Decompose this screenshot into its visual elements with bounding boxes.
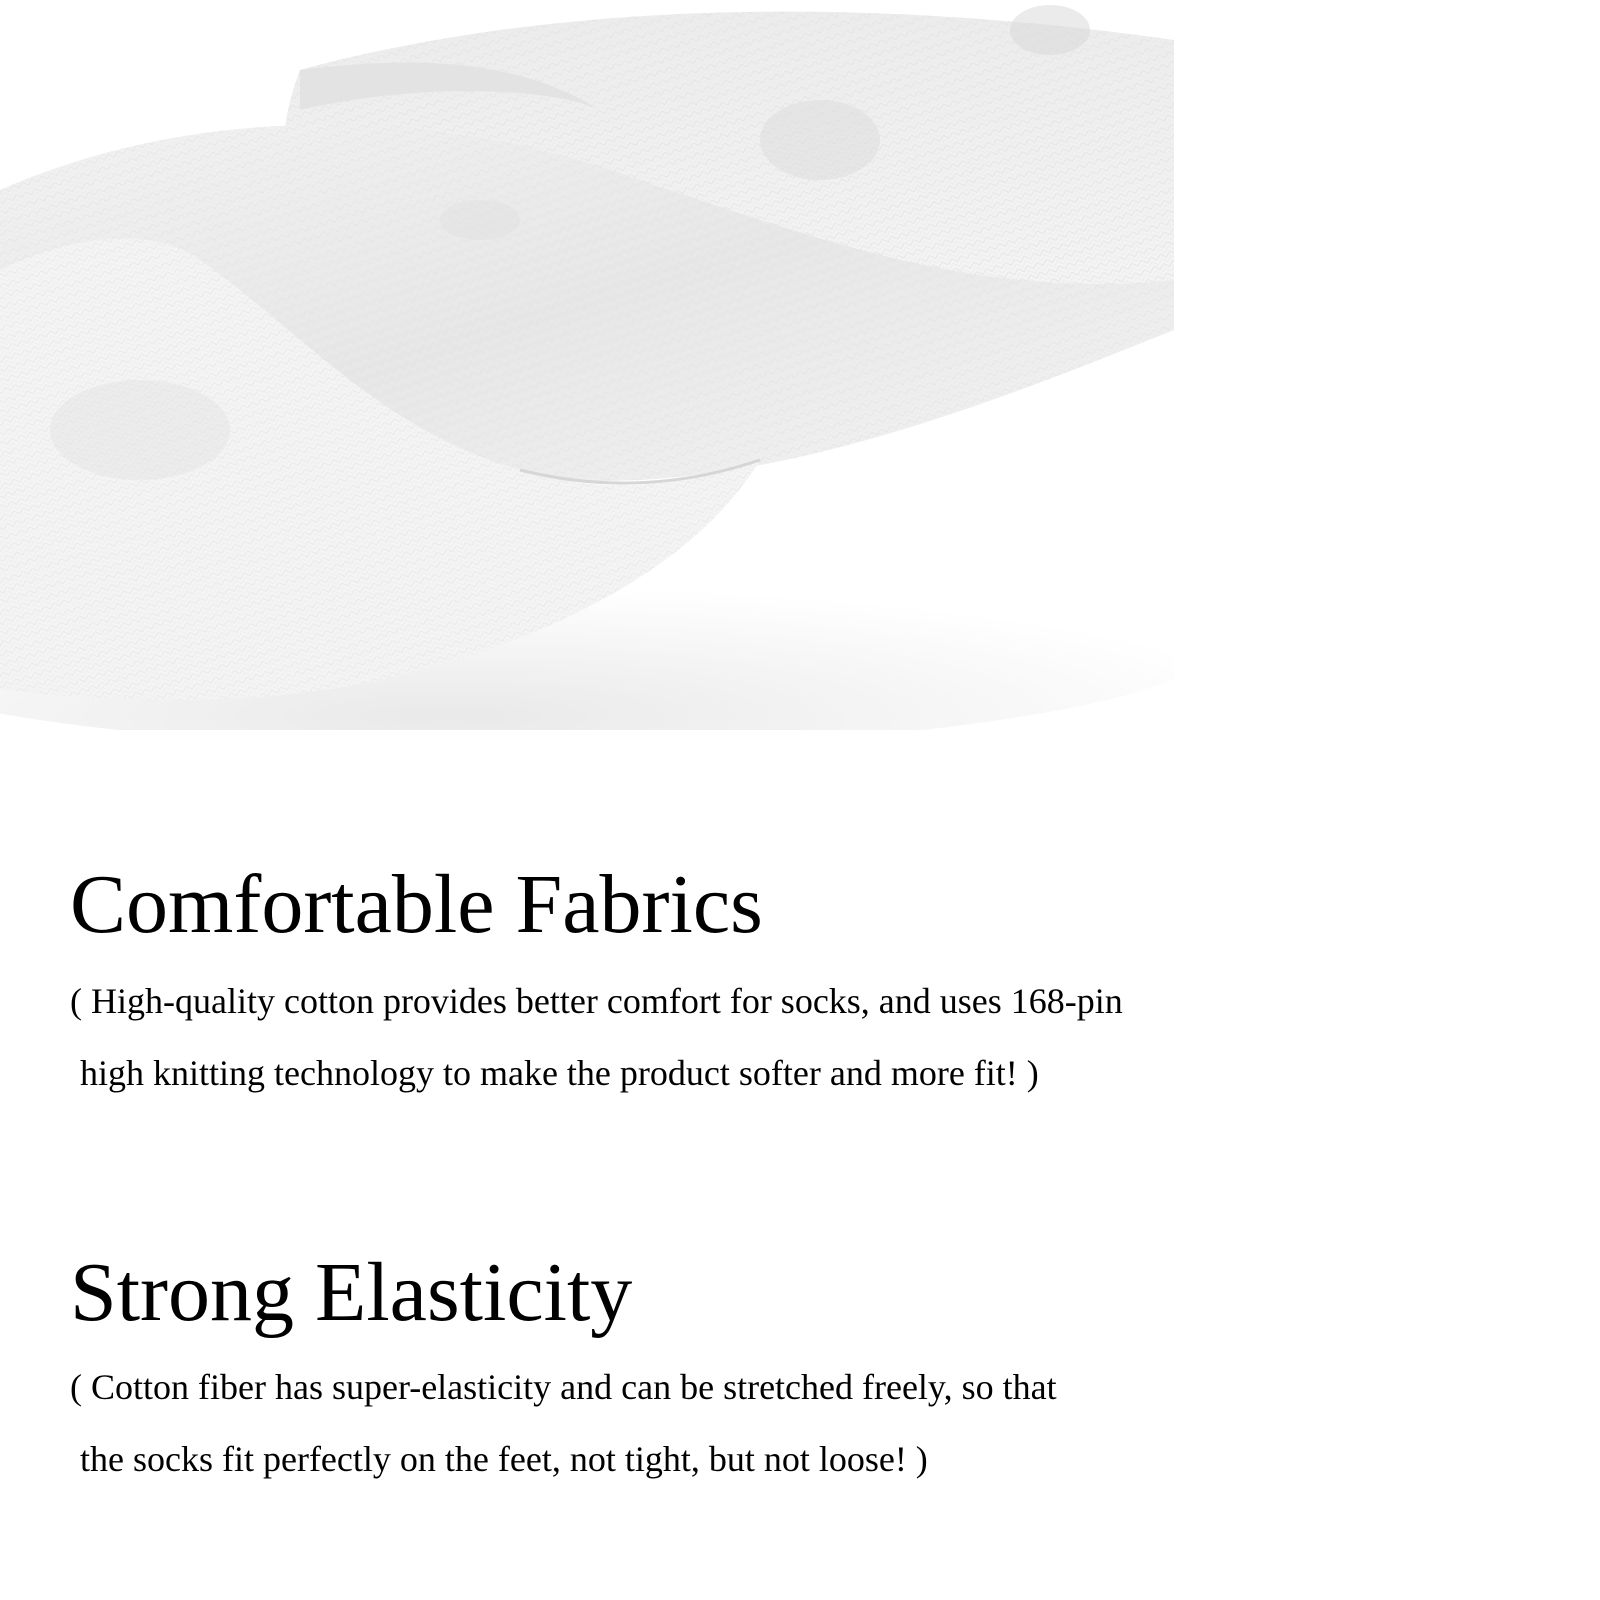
- feature-description-line: ( Cotton fiber has super-elasticity and can be stretched freely, so that: [70, 1367, 1057, 1407]
- feature-title: Comfortable Fabrics: [70, 858, 763, 951]
- feature-description-line: ( High-quality cotton provides better comfort for socks, and uses 168-pin: [70, 981, 1123, 1021]
- feature-description: [70, 965, 1470, 1109]
- feature-description-line: high knitting technology to make the product softer and more fit! ): [80, 1053, 1039, 1093]
- feature-comfortable-fabrics: [70, 855, 1470, 1109]
- feature-title: Strong Elasticity: [70, 1246, 633, 1339]
- feature-description-line: the socks fit perfectly on the feet, not tight, but not loose! ): [80, 1439, 928, 1479]
- feature-strong-elasticity: [70, 1243, 1470, 1495]
- feature-description: [70, 1351, 1470, 1495]
- sock-illustration: [0, 0, 1174, 730]
- product-photo: [0, 0, 1174, 730]
